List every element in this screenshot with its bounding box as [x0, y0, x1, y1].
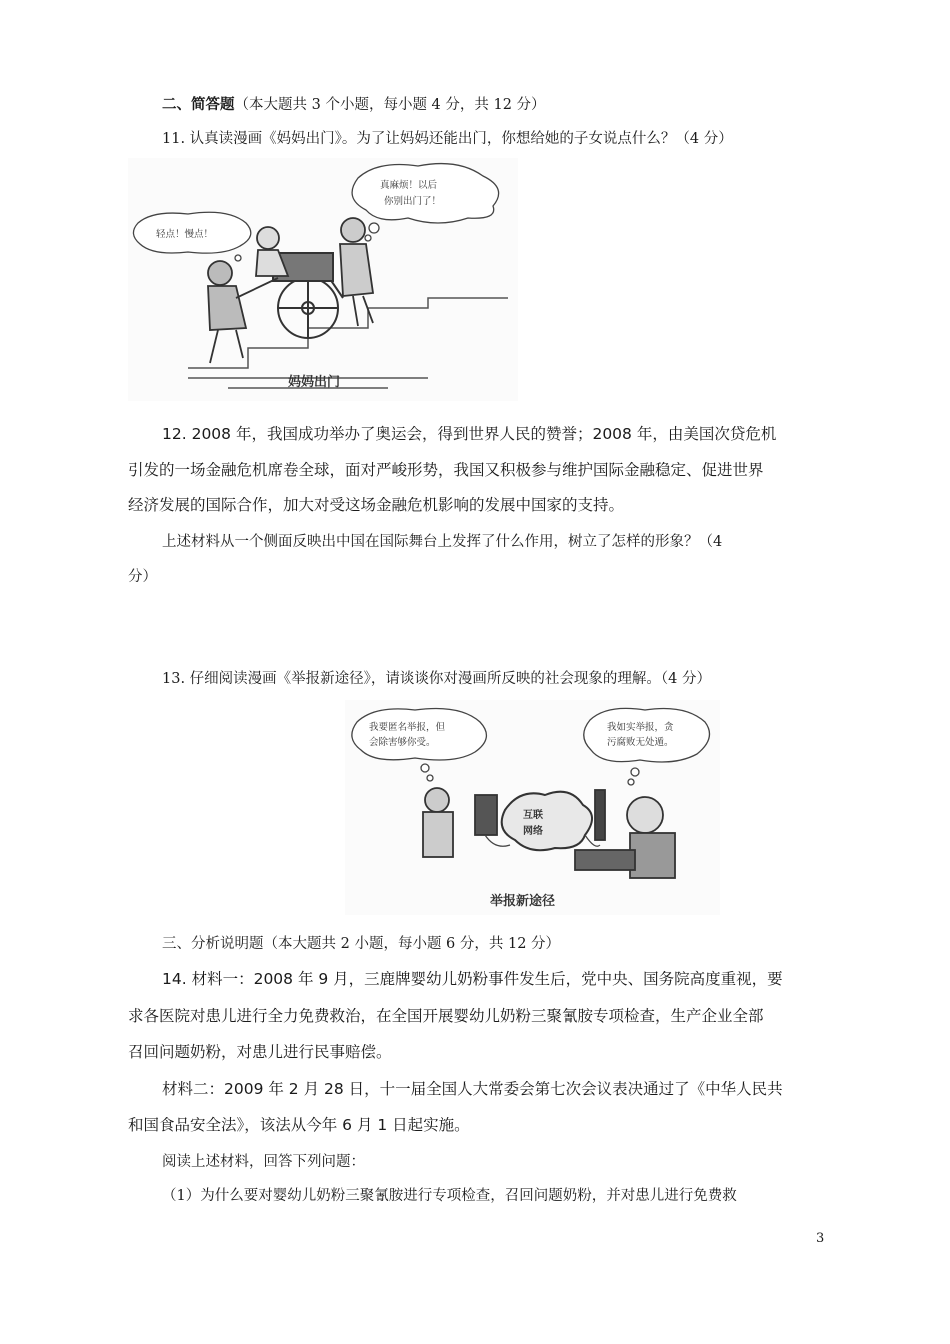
bubble-right-line2: 污腐败无处遁。	[607, 737, 674, 748]
q12-line3: 经济发展的国际合作，加大对受这场金融危机影响的发展中国家的支持。	[128, 496, 625, 514]
bubble-right-line1: 真麻烦！以后	[380, 180, 438, 191]
q14-material1-line1: 14. 材料一：2008 年 9 月，三鹿牌婴幼儿奶粉事件发生后，党中央、国务院高度重视，要	[162, 970, 783, 988]
question-11: 11. 认真读漫画《妈妈出门》。为了让妈妈还能出门，你想给她的子女说点什么？（4 分）	[162, 131, 733, 147]
section-heading-2	[162, 95, 546, 115]
cartoon-new-reporting-channel	[345, 700, 720, 915]
q14-instruction: 阅读上述材料，回答下列问题：	[162, 1154, 365, 1170]
q14-material1-line3: 召回问题奶粉，对患儿进行民事赔偿。	[128, 1043, 392, 1061]
page-number: 3	[816, 1231, 825, 1246]
bubble-right-line2: 你别出门了！	[384, 196, 442, 207]
q14-sub-question-1: （1）为什么要对婴幼儿奶粉三聚氰胺进行专项检查，召回问题奶粉，并对患儿进行免费救	[162, 1188, 737, 1204]
section-title: 二、简答题	[162, 97, 235, 113]
q12-question-line2: 分）	[128, 569, 157, 585]
bubble-right-line1: 我如实举报，贪	[607, 722, 674, 733]
q12-line2: 引发的一场金融危机席卷全球，面对严峻形势，我国又积极参与维护国际金融稳定、促进世界	[128, 461, 764, 479]
bubble-left-line2: 会除害够你受。	[369, 737, 436, 748]
cartoon-mother-going-out	[128, 158, 518, 401]
q12-question-line1: 上述材料从一个侧面反映出中国在国际舞台上发挥了什么作用，树立了怎样的形象？（4	[162, 534, 723, 550]
q14-material2-line2: 和国食品安全法》，该法从今年 6 月 1 日起实施。	[128, 1116, 470, 1134]
bubble-left-line1: 我要匿名举报，但	[369, 722, 446, 733]
section-note: （本大题共 3 个小题，每小题 4 分，共 12 分）	[234, 97, 546, 113]
bubble-left: 轻点！慢点！	[156, 229, 214, 240]
q14-material2-line1: 材料二：2009 年 2 月 28 日，十一届全国人大常委会第七次会议表决通过了《中华人民共	[162, 1080, 783, 1098]
q14-material1-line2: 求各医院对患儿进行全力免费救治，在全国开展婴幼儿奶粉三聚氰胺专项检查，生产企业全部	[128, 1007, 764, 1025]
cartoon-caption: 举报新途径	[490, 894, 556, 909]
cartoon-caption: 妈妈出门	[288, 375, 341, 390]
q12-line1: 12. 2008 年，我国成功举办了奥运会，得到世界人民的赞誉；2008 年，由美国次贷危机	[162, 425, 777, 443]
center-label-1: 互联	[523, 810, 543, 821]
center-label-2: 网络	[523, 826, 543, 837]
question-13: 13. 仔细阅读漫画《举报新途径》，请谈谈你对漫画所反映的社会现象的理解。（4 分）	[162, 671, 712, 687]
section-heading-3: 三、分析说明题（本大题共 2 小题，每小题 6 分，共 12 分）	[162, 936, 561, 952]
